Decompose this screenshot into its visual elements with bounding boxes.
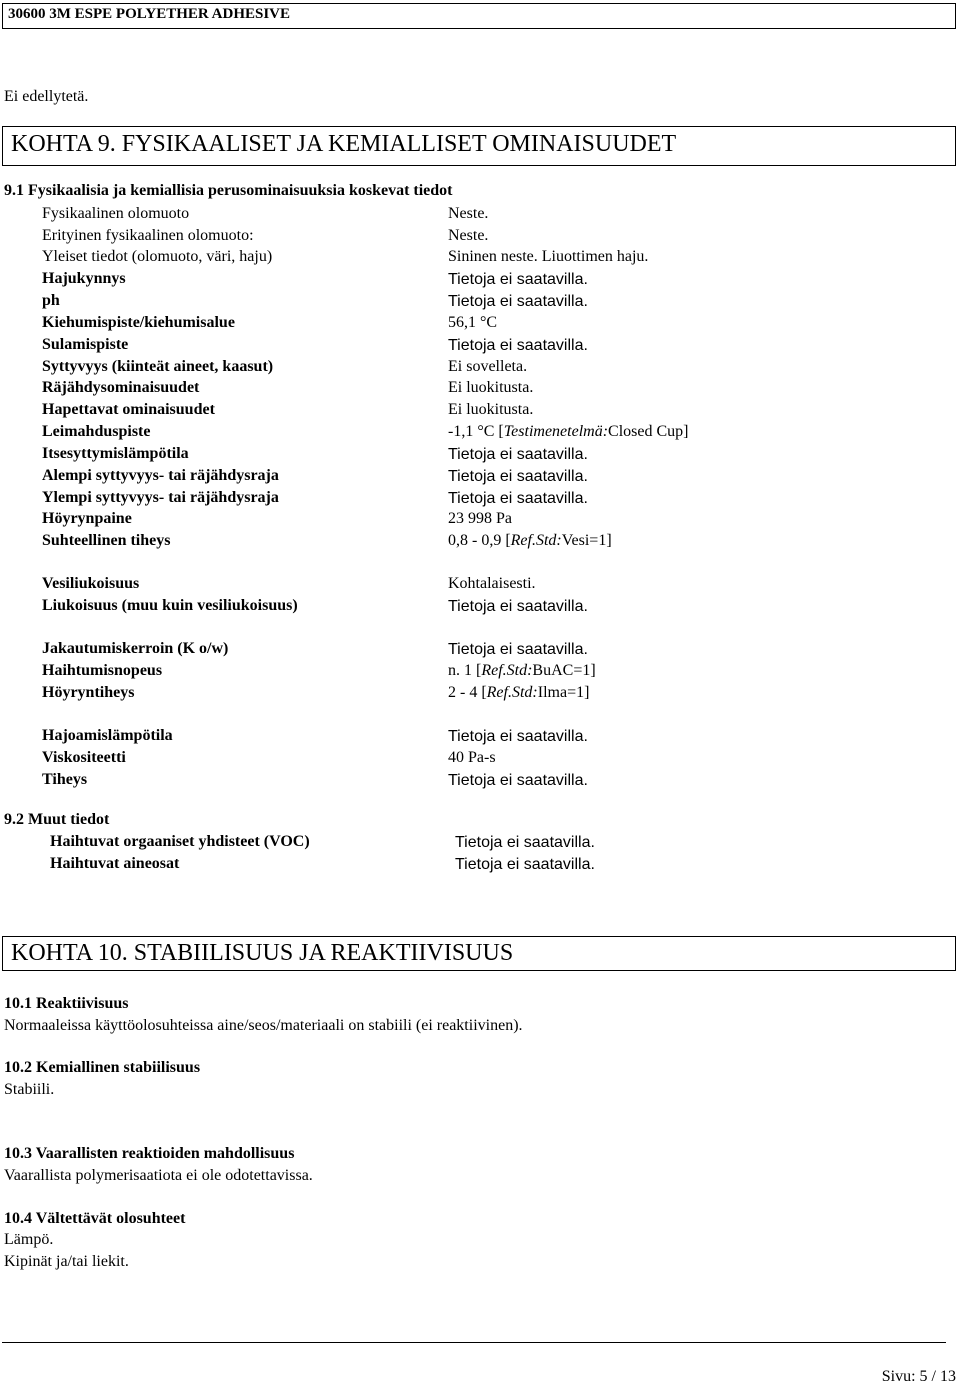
property-value: 40 Pa-s — [448, 749, 496, 766]
value-ref-label: Ref.Std: — [481, 662, 533, 679]
property-label: Höyrynpaine — [42, 510, 132, 527]
hazardous-reactions-text: Vaarallista polymerisaatiota ei ole odotettavissa. — [4, 1167, 313, 1184]
section-9-title: KOHTA 9. FYSIKAALISET JA KEMIALLISET OMINAISUUDET — [11, 131, 677, 157]
property-label: Hajukynnys — [42, 270, 126, 287]
value-text: Ilma=1] — [537, 684, 590, 701]
property-value: Ei luokitusta. — [448, 401, 534, 418]
footer-divider — [2, 1342, 946, 1343]
conditions-to-avoid-line: Lämpö. — [4, 1231, 54, 1248]
property-value: Tietoja ei saatavilla. — [448, 446, 588, 463]
property-label: Jakautumiskerroin (K o/w) — [42, 640, 229, 657]
property-value: 56,1 °C — [448, 314, 498, 331]
property-label: Leimahduspiste — [42, 423, 151, 440]
property-value: Tietoja ei saatavilla. — [448, 468, 588, 485]
other-info-value: Tietoja ei saatavilla. — [455, 834, 595, 851]
section-10-title: KOHTA 10. STABIILISUUS JA REAKTIIVISUUS — [11, 940, 514, 966]
property-label: Haihtumisnopeus — [42, 662, 163, 679]
property-label: Suhteellinen tiheys — [42, 532, 171, 549]
property-value — [448, 423, 688, 441]
property-label: ph — [42, 292, 60, 309]
other-info-label: Haihtuvat orgaaniset yhdisteet (VOC) — [50, 833, 310, 850]
property-label: Ylempi syttyvyys- tai räjähdysraja — [42, 489, 279, 506]
property-value: Ei sovelleta. — [448, 358, 528, 375]
stability-text: Stabiili. — [4, 1081, 55, 1098]
property-value: Tietoja ei saatavilla. — [448, 293, 588, 310]
property-value: Kohtalaisesti. — [448, 575, 536, 592]
other-info-value: Tietoja ei saatavilla. — [455, 856, 595, 873]
property-value — [448, 532, 612, 550]
subsection-9-1-title: 9.1 Fysikaalisia ja kemiallisia perusominaisuuksia koskevat tiedot — [4, 182, 453, 199]
property-label: Syttyvyys (kiinteät aineet, kaasut) — [42, 358, 274, 375]
product-title: 30600 3M ESPE POLYETHER ADHESIVE — [8, 6, 291, 22]
property-label: Räjähdysominaisuudet — [42, 379, 200, 396]
conditions-to-avoid-heading: 10.4 Vältettävät olosuhteet — [4, 1210, 186, 1227]
value-text: n. 1 [ — [448, 662, 482, 679]
value-text: BuAC=1] — [532, 662, 596, 679]
property-value: Tietoja ei saatavilla. — [448, 271, 588, 288]
subsection-9-2-title: 9.2 Muut tiedot — [4, 811, 110, 828]
property-label: Yleiset tiedot (olomuoto, väri, haju) — [42, 248, 273, 265]
property-label: Sulamispiste — [42, 336, 129, 353]
property-value: Ei luokitusta. — [448, 379, 534, 396]
property-label: Liukoisuus (muu kuin vesiliukoisuus) — [42, 597, 298, 614]
property-label: Viskositeetti — [42, 749, 126, 766]
property-label: Fysikaalinen olomuoto — [42, 205, 190, 222]
property-label: Hapettavat ominaisuudet — [42, 401, 215, 418]
property-label: Alempi syttyvyys- tai räjähdysraja — [42, 467, 279, 484]
property-label: Erityinen fysikaalinen olomuoto: — [42, 227, 254, 244]
property-value — [448, 684, 589, 702]
property-label: Itsesyttymislämpötila — [42, 445, 189, 462]
value-text: 0,8 - 0,9 [ — [448, 532, 511, 549]
property-value: Tietoja ei saatavilla. — [448, 337, 588, 354]
property-value: Sininen neste. Liuottimen haju. — [448, 248, 649, 265]
property-value: Neste. — [448, 227, 489, 244]
property-value: Neste. — [448, 205, 489, 222]
property-label: Höyryntiheys — [42, 684, 135, 701]
value-text: 2 - 4 [ — [448, 684, 487, 701]
property-value: Tietoja ei saatavilla. — [448, 728, 588, 745]
property-value: Tietoja ei saatavilla. — [448, 641, 588, 658]
property-label: Vesiliukoisuus — [42, 575, 140, 592]
property-value: Tietoja ei saatavilla. — [448, 772, 588, 789]
value-ref-label: Ref.Std: — [486, 684, 538, 701]
value-text: Closed Cup] — [608, 423, 689, 440]
page-number: Sivu: 5 / 13 — [881, 1368, 956, 1385]
property-label: Kiehumispiste/kiehumisalue — [42, 314, 235, 331]
reactivity-heading: 10.1 Reaktiivisuus — [4, 995, 129, 1012]
property-value: Tietoja ei saatavilla. — [448, 490, 588, 507]
property-label: Tiheys — [42, 771, 88, 788]
property-label: Hajoamislämpötila — [42, 727, 173, 744]
intro-text: Ei edellytetä. — [4, 88, 89, 105]
reactivity-text: Normaaleissa käyttöolosuhteissa aine/seos/materiaali on stabiili (ei reaktiivinen). — [4, 1017, 523, 1034]
value-text: -1,1 °C [ — [448, 423, 504, 440]
property-value — [448, 662, 596, 680]
other-info-label: Haihtuvat aineosat — [50, 855, 180, 872]
property-value: 23 998 Pa — [448, 510, 512, 527]
conditions-to-avoid-line: Kipinät ja/tai liekit. — [4, 1253, 129, 1270]
value-method-label: Testimenetelmä: — [503, 423, 609, 440]
property-value: Tietoja ei saatavilla. — [448, 598, 588, 615]
value-ref-label: Ref.Std: — [510, 532, 562, 549]
stability-heading: 10.2 Kemiallinen stabiilisuus — [4, 1059, 201, 1076]
value-text: Vesi=1] — [561, 532, 612, 549]
hazardous-reactions-heading: 10.3 Vaarallisten reaktioiden mahdollisuus — [4, 1145, 295, 1162]
